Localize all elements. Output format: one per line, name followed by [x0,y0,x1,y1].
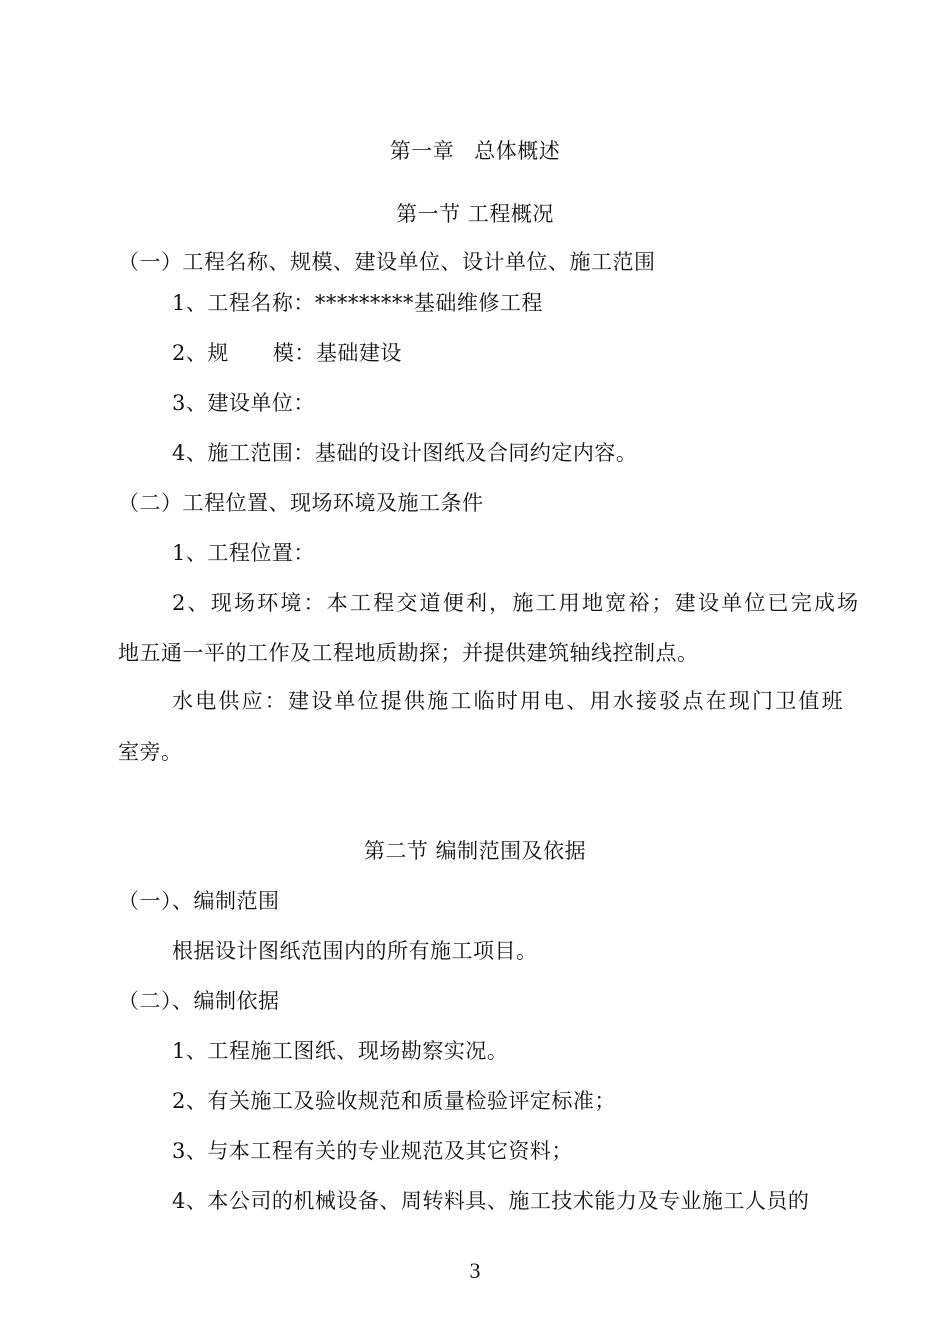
part2-item-1: 1、工程位置： [172,541,315,565]
chapter-title: 总体概述 [474,139,561,163]
chapter-number: 第一章 [389,139,455,163]
basis-item-1: 1、工程施工图纸、现场勘察实况。 [172,1039,509,1063]
scope-heading: （一）、编制范围 [118,889,280,913]
water-supply-line1: 水电供应：建设单位提供施工临时用电、用水接驳点在现门卫值班 [172,689,845,713]
part1-item-1: 1、工程名称：*********基础维修工程 [172,291,543,315]
basis-item-4: 4、本公司的机械设备、周转料具、施工技术能力及专业施工人员的 [172,1189,810,1213]
scope-text: 根据设计图纸范围内的所有施工项目。 [172,939,538,963]
section1-title: 第一节 工程概况 [396,202,554,226]
basis-item-2: 2、有关施工及验收规范和质量检验评定标准； [172,1089,616,1113]
part1-item-2-label: 2、规 [172,341,229,365]
chapter-heading [0,136,950,166]
basis-heading: （二）、编制依据 [118,989,280,1013]
part1-item-4: 4、施工范围：基础的设计图纸及合同约定内容。 [172,441,638,465]
part2-heading: （二）工程位置、现场环境及施工条件 [118,491,484,515]
part2-item-2-line2: 地五通一平的工作及工程地质勘探；并提供建筑轴线控制点。 [118,641,699,665]
section2-title: 第二节 编制范围及依据 [363,839,587,863]
page-number: 3 [469,1258,481,1283]
part1-item-2-value: 模：基础建设 [272,341,402,365]
basis-item-3: 3、与本工程有关的专业规范及其它资料； [172,1139,573,1163]
part2-item-2-line1: 2、现场环境：本工程交道便利，施工用地宽裕；建设单位已完成场 [172,591,861,615]
water-supply-line2: 室旁。 [118,740,183,764]
part1-item-2 [172,338,402,368]
part1-item-3: 3、建设单位： [172,391,315,415]
part1-heading: （一）工程名称、规模、建设单位、设计单位、施工范围 [118,250,656,274]
